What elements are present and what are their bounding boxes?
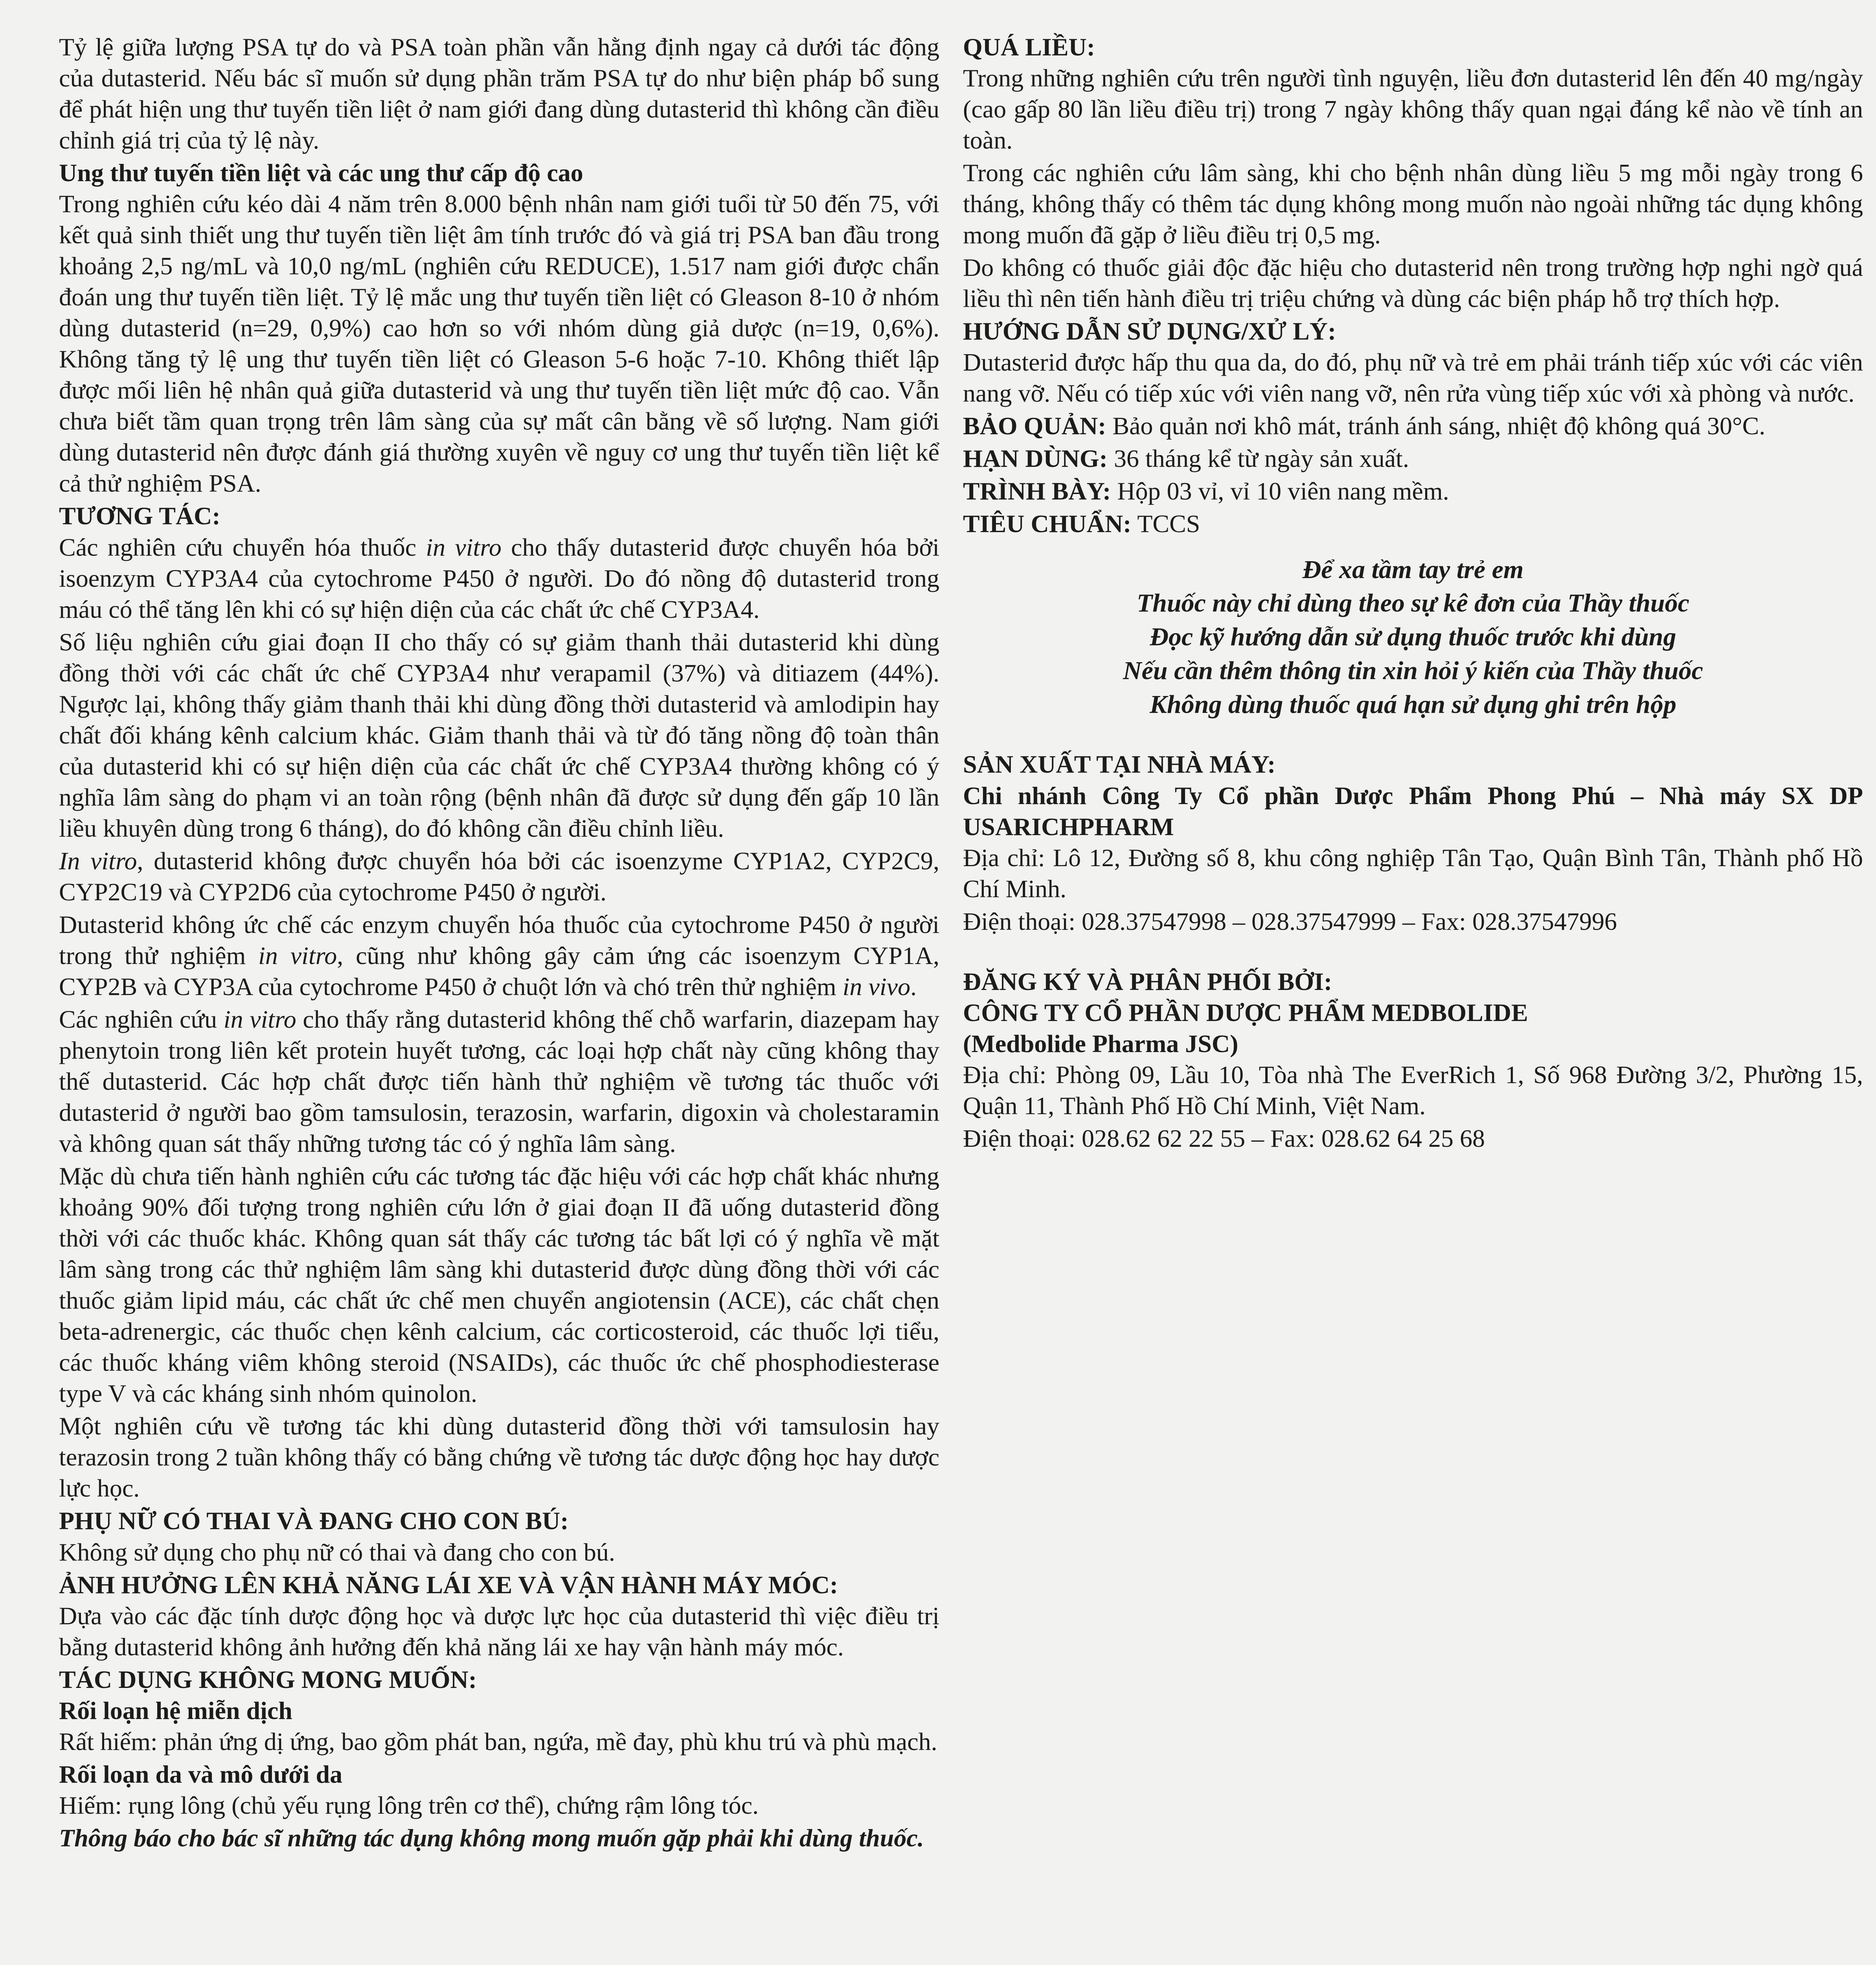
packaging-line: TRÌNH BÀY: Hộp 03 vỉ, vỉ 10 viên nang mềm. [963, 477, 1449, 505]
warning-prescription: Thuốc này chỉ dùng theo sự kê đơn của Thầy thuốc [1136, 589, 1690, 618]
expiry-line: HẠN DÙNG: 36 tháng kể từ ngày sản xuất. [963, 444, 1409, 473]
cyp3a4-paragraph: Các nghiên cứu chuyển hóa thuốc in vitro cho thấy dutasterid được chuyển hóa bởi isoenzym CYP3A4 của cytochrome P450 ở người. Do đó nồng độ dutasterid trong máu có thể tăng lên khi có sự hiện diện của các chất ức chế CYP3A4. [59, 533, 940, 623]
registrant-address: Địa chỉ: Phòng 09, Lầu 10, Tòa nhà The EverRich 1, Số 968 Đường 3/2, Phường 15, Quận 11, Thành Phố Hồ Chí Minh, Việt Nam. [963, 1060, 1863, 1120]
immune-disorders-heading: Rối loạn hệ miễn dịch [59, 1696, 292, 1724]
protein-binding-paragraph: Các nghiên cứu in vitro cho thấy rằng dutasterid không thế chỗ warfarin, diazepam hay phenytoin trong liên kết protein huyết tương, các loại hợp chất này cũng không thay thế dutasterid. Các hợp chất được tiến hành thử nghiệm về tương tác thuốc với dutasterid ở người bao gồm tamsulosin, terazosin, warfarin, digoxin và cholestaramin và không quan sát thấy những tương tác có ý nghĩa lâm sàng. [59, 1005, 940, 1158]
handling-heading: HƯỚNG DẪN SỬ DỤNG/XỬ LÝ: [963, 317, 1336, 345]
prostate-cancer-heading: Ung thư tuyến tiền liệt và các ung thư cấp độ cao [59, 159, 583, 187]
right-column [963, 31, 1863, 1155]
manufacturer-phone: Điện thoại: 028.37547998 – 028.37547999 – Fax: 028.37547996 [963, 907, 1617, 935]
tamsulosin-paragraph: Một nghiên cứu về tương tác khi dùng dutasterid đồng thời với tamsulosin hay terazosin trong 2 tuần không thấy có bằng chứng về tương tác dược động học hay dược lực học. [59, 1412, 939, 1502]
immune-disorders-paragraph: Rất hiếm: phản ứng dị ứng, bao gồm phát ban, ngứa, mề đay, phù khu trú và phù mạch. [59, 1727, 937, 1756]
left-column [59, 31, 939, 1855]
storage-line: BẢO QUẢN: Bảo quản nơi khô mát, tránh ánh sáng, nhiệt độ không quá 30°C. [963, 412, 1766, 440]
phase2-paragraph: Số liệu nghiên cứu giai đoạn II cho thấy có sự giảm thanh thải dutasterid khi dùng đồng thời với các chất ức chế CYP3A4 như verapamil (37%) và ditiazem (44%). Ngược lại, không thấy giảm thanh thải khi dùng đồng thời dutasterid và amlodipin hay chất đối kháng kênh calcium khác. Giảm thanh thải và từ đó tăng nồng độ toàn thân của dutasterid khi có sự hiện diện của các chất ức chế CYP3A4 thường không có ý nghĩa lâm sàng do phạm vi an toàn rộng (bệnh nhân đã được sử dụng đến gấp 10 lần liều khuyên dùng trong 6 tháng), do đó không cần điều chỉnh liều. [59, 628, 939, 842]
warning-read-instructions: Đọc kỹ hướng dẫn sử dụng thuốc trước khi dùng [1150, 623, 1676, 652]
manufacturer-name: Chi nhánh Công Ty Cổ phần Dược Phẩm Phong Phú – Nhà máy SX DP USARICHPHARM [963, 781, 1863, 841]
registrant-english-name: (Medbolide Pharma JSC) [963, 1029, 1238, 1058]
handling-paragraph: Dutasterid được hấp thu qua da, do đó, phụ nữ và trẻ em phải tránh tiếp xúc với các viên nang vỡ. Nếu có tiếp xúc với viên nang vỡ, nên rửa vùng tiếp xúc với xà phòng và nước. [963, 348, 1863, 408]
warning-expiry: Không dùng thuốc quá hạn sử dụng ghi trên hộp [1150, 690, 1676, 719]
warning-keep-away: Để xa tầm tay trẻ em [1302, 555, 1524, 584]
skin-disorders-heading: Rối loạn da và mô dưới da [59, 1760, 343, 1788]
registrant-heading: ĐĂNG KÝ VÀ PHÂN PHỐI BỞI: [963, 967, 1332, 995]
standard-line: TIÊU CHUẨN: TCCS [963, 510, 1200, 538]
manufacturer-heading: SẢN XUẤT TẠI NHÀ MÁY: [963, 750, 1276, 779]
overdose-paragraph-2: Trong các nghiên cứu lâm sàng, khi cho bệnh nhân dùng liều 5 mg mỗi ngày trong 6 tháng, không thấy có thêm tác dụng không mong muốn nào ngoài những tác dụng không mong muốn đã gặp ở liều điều trị 0,5 mg. [963, 159, 1863, 249]
side-effects-heading: TÁC DỤNG KHÔNG MONG MUỐN: [59, 1665, 477, 1693]
registrant-phone: Điện thoại: 028.62 62 22 55 – Fax: 028.62 64 25 68 [963, 1124, 1485, 1152]
registrant-name: CÔNG TY CỔ PHẦN DƯỢC PHẨM MEDBOLIDE [963, 998, 1528, 1027]
reduce-study-paragraph: Trong nghiên cứu kéo dài 4 năm trên 8.000 bệnh nhân nam giới tuổi từ 50 đến 75, với kết quả sinh thiết ung thư tuyến tiền liệt âm tính trước đó và giá trị PSA ban đầu trong khoảng 2,5 ng/mL và 10,0 ng/mL (nghiên cứu REDUCE), 1.517 nam giới được chẩn đoán ung thư tuyến tiền liệt. Tỷ lệ mắc ung thư tuyến tiền liệt có Gleason 8-10 ở nhóm dùng dutasterid (n=29, 0,9%) cao hơn so với nhóm dùng giả dược (n=19, 0,6%). Không tăng tỷ lệ ung thư tuyến tiền liệt có Gleason 5-6 hoặc 7-10. Không thiết lập được mối liên hệ nhân quả giữa dutasterid và ung thư tuyến tiền liệt mức độ cao. Vẫn chưa biết tầm quan trọng trên lâm sàng của sự mất cân bằng về số lượng. Nam giới dùng dutasterid nên được đánh giá thường xuyên về nguy cơ ung thư tuyến tiền liệt kể cả thử nghiệm PSA. [59, 190, 939, 498]
pregnancy-paragraph: Không sử dụng cho phụ nữ có thai và đang cho con bú. [59, 1538, 615, 1566]
driving-heading: ẢNH HƯỞNG LÊN KHẢ NĂNG LÁI XE VÀ VẬN HÀNH MÁY MÓC: [59, 1570, 838, 1599]
overdose-heading: QUÁ LIỀU: [963, 33, 1095, 61]
concomitant-drugs-paragraph: Mặc dù chưa tiến hành nghiên cứu các tương tác đặc hiệu với các hợp chất khác nhưng khoảng 90% đối tượng trong nghiên cứu lớn ở giai đoạn II đã uống dutasterid đồng thời với các thuốc khác. Không quan sát thấy các tương tác bất lợi có ý nghĩa về mặt lâm sàng trong các thử nghiệm lâm sàng khi dutasterid được dùng đồng thời với các thuốc giảm lipid máu, các chất ức chế men chuyển angiotensin (ACE), các chất chẹn beta-adrenergic, các thuốc chẹn kênh calcium, các corticosteroid, các thuốc lợi tiểu, các thuốc kháng viêm không steroid (NSAIDs), các thuốc ức chế phosphodiesterase type V và các kháng sinh nhóm quinolon. [59, 1162, 939, 1408]
in-vitro-isoenzyme-paragraph: In vitro, dutasterid không được chuyển hóa bởi các isoenzyme CYP1A2, CYP2C9, CYP2C19 và CYP2D6 của cytochrome P450 ở người. [59, 847, 939, 906]
warning-ask-doctor: Nếu cần thêm thông tin xin hỏi ý kiến của Thầy thuốc [1123, 656, 1703, 685]
skin-disorders-paragraph: Hiếm: rụng lông (chủ yếu rụng lông trên cơ thể), chứng rậm lông tóc. [59, 1791, 759, 1819]
interactions-heading: TƯƠNG TÁC: [59, 502, 220, 530]
cyp-induction-paragraph: Dutasterid không ức chế các enzym chuyển hóa thuốc của cytochrome P450 ở người trong thử nghiệm in vitro, cũng như không gây cảm ứng các isoenzym CYP1A, CYP2B và CYP3A của cytochrome P450 ở chuột lớn và chó trên thử nghiệm in vivo. [59, 910, 940, 1001]
warning-block [963, 553, 1863, 722]
psa-ratio-paragraph: Tỷ lệ giữa lượng PSA tự do và PSA toàn phần vẫn hằng định ngay cả dưới tác động của dutasterid. Nếu bác sĩ muốn sử dụng phần trăm PSA tự do như biện pháp bổ sung để phát hiện ung thư tuyến tiền liệt ở nam giới đang dùng dutasterid thì không cần điều chỉnh giá trị của tỷ lệ này. [59, 33, 939, 154]
report-side-effects-note: Thông báo cho bác sĩ những tác dụng không mong muốn gặp phải khi dùng thuốc. [59, 1824, 924, 1852]
overdose-paragraph-1: Trong những nghiên cứu trên người tình nguyện, liều đơn dutasterid lên đến 40 mg/ngày (cao gấp 80 lần liều điều trị) trong 7 ngày không thấy quan ngại đáng kể nào về tính an toàn. [963, 64, 1863, 154]
pregnancy-heading: PHỤ NỮ CÓ THAI VÀ ĐANG CHO CON BÚ: [59, 1507, 569, 1535]
driving-paragraph: Dựa vào các đặc tính dược động học và dược lực học của dutasterid thì việc điều trị bằng dutasterid không ảnh hưởng đến khả năng lái xe hay vận hành máy móc. [59, 1601, 939, 1661]
overdose-paragraph-3: Do không có thuốc giải độc đặc hiệu cho dutasterid nên trong trường hợp nghi ngờ quá liều thì nên tiến hành điều trị triệu chứng và dùng các biện pháp hỗ trợ thích hợp. [963, 253, 1863, 313]
manufacturer-address: Địa chỉ: Lô 12, Đường số 8, khu công nghiệp Tân Tạo, Quận Bình Tân, Thành phố Hồ Chí Minh. [963, 843, 1863, 903]
